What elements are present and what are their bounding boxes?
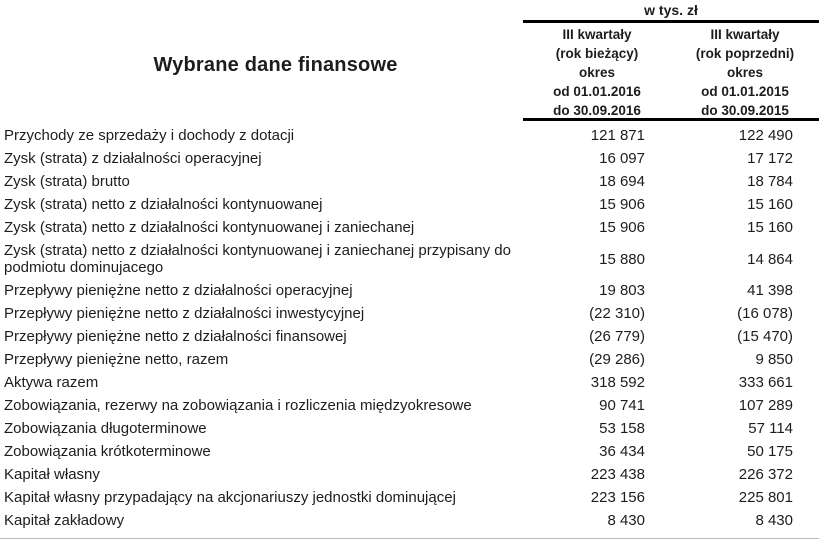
column-header-line: okres	[726, 65, 764, 80]
row-value-current: (22 310)	[589, 305, 645, 322]
row-label: Przepływy pieniężne netto z działalności finansowej	[4, 328, 347, 345]
row-value-previous: 14 864	[747, 250, 793, 268]
table-row	[0, 279, 819, 302]
row-value-current: 121 871	[590, 127, 645, 144]
row-value-previous: 8 430	[755, 512, 793, 529]
table-row	[0, 124, 819, 147]
bottom-divider	[0, 538, 819, 539]
row-value-previous: 226 372	[738, 466, 793, 483]
column-header-line: od 01.01.2015	[701, 84, 789, 99]
table-row	[0, 371, 819, 394]
table-row	[0, 509, 819, 532]
row-value-previous: 18 784	[747, 173, 793, 190]
row-value-current: 16 097	[599, 150, 645, 167]
table-row	[0, 239, 819, 279]
row-value-current: (26 779)	[589, 328, 645, 345]
table-row	[0, 193, 819, 216]
row-value-previous: (16 078)	[737, 305, 793, 322]
row-label: Zobowiązania, rezerwy na zobowiązania i rozliczenia międzyokresowe	[4, 397, 472, 414]
unit-label: w tys. zł	[644, 2, 698, 18]
row-value-previous: 15 160	[747, 196, 793, 213]
row-value-current: 90 741	[599, 397, 645, 414]
column-header-line: do 30.09.2015	[701, 103, 789, 118]
table-row	[0, 216, 819, 239]
row-value-previous: 122 490	[738, 127, 793, 144]
row-value-current: 53 158	[599, 420, 645, 437]
row-label: Zysk (strata) netto z działalności kontynuowanej	[4, 196, 323, 213]
column-header-line: III kwartały	[562, 27, 632, 42]
row-label: Kapitał własny	[4, 466, 100, 483]
table-body	[0, 124, 819, 532]
table-row	[0, 170, 819, 193]
row-label: Przychody ze sprzedaży i dochody z dotacji	[4, 127, 295, 144]
row-value-current: 36 434	[599, 443, 645, 460]
row-label: Aktywa razem	[4, 374, 99, 391]
row-value-previous: (15 470)	[737, 328, 793, 345]
table-row	[0, 325, 819, 348]
column-header-line: do 30.09.2016	[553, 103, 641, 118]
row-value-previous: 15 160	[747, 219, 793, 236]
page-title: Wybrane dane finansowe	[153, 54, 398, 76]
column-header-line: okres	[578, 65, 616, 80]
row-value-previous: 57 114	[748, 420, 793, 437]
row-label: Zobowiązania krótkoterminowe	[4, 443, 211, 460]
row-label: Zobowiązania długoterminowe	[4, 420, 207, 437]
row-value-current: 223 438	[590, 466, 645, 483]
row-label: Zysk (strata) netto z działalności kontynuowanej i zaniechanej przypisany do podmiotu dominujacego	[4, 242, 511, 276]
table-row	[0, 463, 819, 486]
row-label: Kapitał zakładowy	[4, 512, 125, 529]
row-value-current: 318 592	[590, 374, 645, 391]
row-label: Zysk (strata) brutto	[4, 173, 130, 190]
table-row	[0, 394, 819, 417]
table-column-headers	[523, 20, 819, 121]
column-header-current-period	[523, 23, 671, 118]
row-label: Kapitał własny przypadający na akcjonariuszy jednostki dominującej	[4, 489, 456, 506]
row-value-current: 223 156	[590, 489, 645, 506]
table-row	[0, 348, 819, 371]
row-value-previous: 41 398	[747, 282, 793, 299]
table-row	[0, 302, 819, 325]
column-header-line: (rok bieżący)	[555, 46, 639, 61]
row-value-current: 19 803	[599, 282, 645, 299]
row-label: Zysk (strata) z działalności operacyjnej	[4, 150, 262, 167]
row-label: Przepływy pieniężne netto, razem	[4, 351, 229, 368]
row-label: Przepływy pieniężne netto z działalności inwestycyjnej	[4, 305, 365, 322]
row-value-current: 15 880	[599, 250, 645, 268]
table-row	[0, 147, 819, 170]
row-value-current: 15 906	[599, 196, 645, 213]
row-value-previous: 225 801	[738, 489, 793, 506]
table-row	[0, 440, 819, 463]
column-header-previous-period	[671, 23, 819, 118]
row-label: Zysk (strata) netto z działalności kontynuowanej i zaniechanej	[4, 219, 415, 236]
table-row	[0, 417, 819, 440]
row-value-current: 8 430	[607, 512, 645, 529]
row-value-previous: 107 289	[738, 397, 793, 414]
column-header-line: III kwartały	[710, 27, 780, 42]
row-label: Przepływy pieniężne netto z działalności operacyjnej	[4, 282, 353, 299]
row-value-current: 15 906	[599, 219, 645, 236]
row-value-current: (29 286)	[589, 351, 645, 368]
column-header-line: od 01.01.2016	[553, 84, 641, 99]
row-value-previous: 17 172	[747, 150, 793, 167]
row-value-previous: 50 175	[747, 443, 793, 460]
row-value-current: 18 694	[599, 173, 645, 190]
column-header-line: (rok poprzedni)	[695, 46, 795, 61]
table-row	[0, 486, 819, 509]
row-value-previous: 9 850	[755, 351, 793, 368]
row-value-previous: 333 661	[738, 374, 793, 391]
